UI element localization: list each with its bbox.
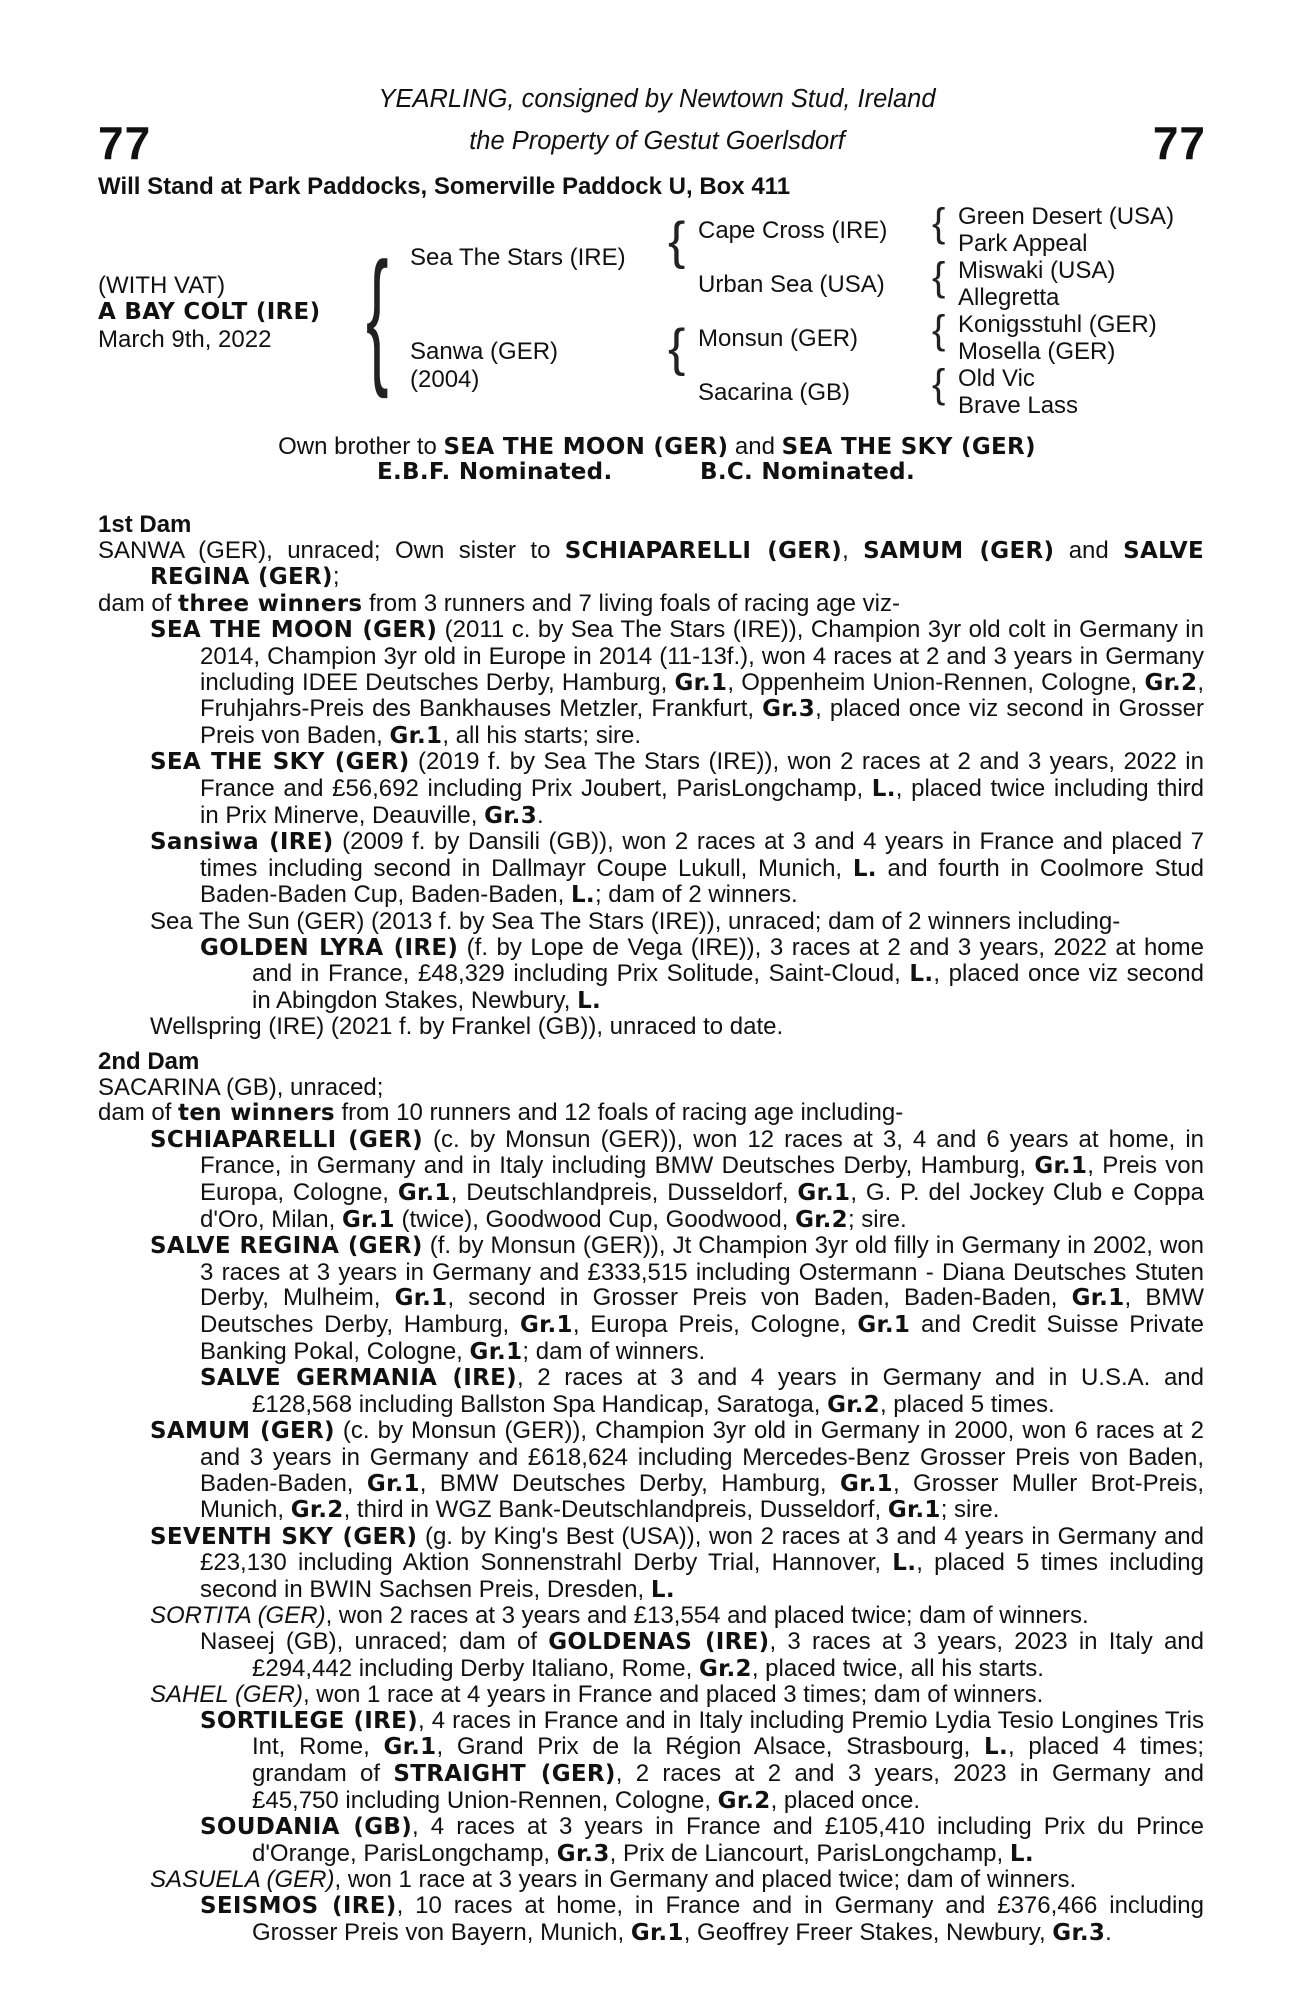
produce-entry-sea-the-sky: SEA THE SKY (GER) (2019 f. by Sea The Stars (IRE)), won 2 races at 2 and 3 years, 2022 in France and £56,692 including Prix Joubert, ParisLongchamp, L., placed twice including third in Prix Minerve, Deauville, Gr.3. bbox=[150, 748, 1204, 829]
pedigree-dsd: Mosella (GER) bbox=[958, 338, 1116, 365]
ebf-nomination: E.B.F. Nominated. bbox=[377, 459, 613, 485]
first-dam-section bbox=[98, 512, 1204, 1040]
pedigree-dam-sire: Monsun (GER) bbox=[698, 325, 859, 352]
bc-nomination: B.C. Nominated. bbox=[700, 459, 915, 485]
produce-entry-sea-the-moon: SEA THE MOON (GER) (2011 c. by Sea The Stars (IRE)), Champion 3yr old colt in Germany in 2014, Champion 3yr old in Europe in 2014 (11-13f.), won 4 races at 2 and 3 years in Germany including IDEE Deutsches Derby, Hamburg, Gr.1, Oppenheim Union-Rennen, Cologne, Gr.2, Fruhjahrs-Preis des Bankhauses Metzler, Frankfurt, Gr.3, placed once viz second in Grosser Preis von Baden, Gr.1, all his starts; sire. bbox=[150, 616, 1204, 749]
pedigree-brace-ss: { bbox=[932, 201, 946, 245]
second-dam-intro: SACARINA (GB), unraced; bbox=[98, 1073, 384, 1101]
own-brother-note: Own brother to SEA THE MOON (GER) and SEA THE SKY (GER) bbox=[278, 433, 1036, 460]
pedigree-sds: Miswaki (USA) bbox=[958, 257, 1116, 284]
pedigree-brace-sd: { bbox=[932, 255, 946, 299]
first-dam-produce-summary: dam of three winners from 3 runners and 7 living foals of racing age viz- bbox=[98, 589, 900, 617]
foaling-date: March 9th, 2022 bbox=[98, 326, 272, 353]
lot-name: A BAY COLT (IRE) bbox=[98, 299, 321, 325]
consignment-line-1: YEARLING, consigned by Newtown Stud, Ireland bbox=[378, 85, 936, 113]
produce-entry-sortilege: SORTILEGE (IRE), 4 races in France and in Italy including Premio Lydia Tesio Longines Tris Int, Rome, Gr.1, Grand Prix de la Région Alsace, Strasbourg, L., placed 4 times; grandam of STRAIGHT (GER), 2 races at 2 and 3 years, 2023 in Germany and £45,750 including Union-Rennen, Cologne, Gr.2, placed once. bbox=[200, 1706, 1205, 1814]
pedigree-dss: Konigsstuhl (GER) bbox=[958, 311, 1157, 338]
first-dam-heading: 1st Dam bbox=[98, 511, 192, 538]
pedigree-ddd: Brave Lass bbox=[958, 392, 1079, 419]
second-dam-section bbox=[98, 1049, 1204, 1946]
second-dam-produce-summary: dam of ten winners from 10 runners and 12 foals of racing age including- bbox=[98, 1099, 904, 1127]
pedigree-sire-dam: Urban Sea (USA) bbox=[698, 271, 885, 298]
first-dam-intro: SANWA (GER), unraced; Own sister to SCHIAPARELLI (GER), SAMUM (GER) and SALVE REGINA (GER); bbox=[98, 536, 1204, 591]
pedigree-brace-dam: { bbox=[668, 319, 686, 377]
vat-note: (WITH VAT) bbox=[98, 272, 226, 299]
pedigree-sire-sire: Cape Cross (IRE) bbox=[698, 217, 888, 244]
produce-entry-sea-the-sun: Sea The Sun (GER) (2013 f. by Sea The Stars (IRE)), unraced; dam of 2 winners including- bbox=[150, 907, 1121, 935]
produce-entry-naseej: Naseej (GB), unraced; dam of GOLDENAS (IRE), 3 races at 3 years, 2023 in Italy and £294,442 including Derby Italiano, Rome, Gr.2, placed twice, all his starts. bbox=[200, 1628, 1205, 1682]
produce-entry-salve-regina: SALVE REGINA (GER) (f. by Monsun (GER)), Jt Champion 3yr old filly in Germany in 2002, won 3 races at 3 years in Germany and £333,515 including Ostermann - Diana Deutsches Stuten Derby, Mulheim, Gr.1, second in Grosser Preis von Baden, Baden-Baden, Gr.1, BMW Deutsches Derby, Hamburg, Gr.1, Europa Preis, Cologne, Gr.1 and Credit Suisse Private Banking Pokal, Cologne, Gr.1; dam of winners. bbox=[150, 1232, 1205, 1365]
pedigree-sss: Green Desert (USA) bbox=[958, 203, 1175, 230]
lot-number-right: 77 bbox=[1152, 117, 1206, 169]
pedigree-ssd: Park Appeal bbox=[958, 230, 1088, 257]
pedigree-sire: Sea The Stars (IRE) bbox=[410, 244, 626, 271]
produce-entry-soudania: SOUDANIA (GB), 4 races at 3 years in France and £105,410 including Prix du Prince d'Orange, ParisLongchamp, Gr.3, Prix de Liancourt, ParisLongchamp, L. bbox=[200, 1813, 1205, 1867]
pedigree-dam-year: (2004) bbox=[410, 366, 480, 393]
pedigree-dam-dam: Sacarina (GB) bbox=[698, 379, 851, 406]
produce-entry-sansiwa: Sansiwa (IRE) (2009 f. by Dansili (GB)), won 2 races at 3 and 4 years in France and placed 7 times including second in Dallmayr Coupe Lukull, Munich, L. and fourth in Coolmore Stud Baden-Baden Cup, Baden-Baden, L.; dam of 2 winners. bbox=[150, 828, 1205, 909]
produce-entry-schiaparelli: SCHIAPARELLI (GER) (c. by Monsun (GER)), won 12 races at 3, 4 and 6 years at home, in France, in Germany and in Italy including BMW Deutsches Derby, Hamburg, Gr.1, Preis von Europa, Cologne, Gr.1, Deutschlandpreis, Dusseldorf, Gr.1, G. P. del Jockey Club e Coppa d'Oro, Milan, Gr.1 (twice), Goodwood Cup, Goodwood, Gr.2; sire. bbox=[150, 1125, 1204, 1233]
pedigree-dds: Old Vic bbox=[958, 365, 1035, 392]
second-dam-heading: 2nd Dam bbox=[98, 1048, 200, 1075]
produce-entry-samum: SAMUM (GER) (c. by Monsun (GER)), Champion 3yr old in Germany in 2000, won 6 races at 2 and 3 years in Germany and £618,624 including Mercedes-Benz Grosser Preis von Baden, Baden-Baden, Gr.1, BMW Deutsches Derby, Hamburg, Gr.1, Grosser Muller Brot-Preis, Munich, Gr.2, third in WGZ Bank-Deutschlandpreis, Dusseldorf, Gr.1; sire. bbox=[150, 1417, 1205, 1524]
lot-number-left: 77 bbox=[98, 117, 152, 169]
produce-entry-golden-lyra: GOLDEN LYRA (IRE) (f. by Lope de Vega (IRE)), 3 races at 2 and 3 years, 2022 at home and in France, £48,329 including Prix Solitude, Saint-Cloud, L., placed once viz second in Abingdon Stakes, Newbury, L. bbox=[200, 933, 1205, 1014]
produce-entry-sortita: SORTITA (GER), won 2 races at 3 years and £13,554 and placed twice; dam of winners. bbox=[150, 1602, 1089, 1630]
pedigree-brace-dd: { bbox=[932, 362, 946, 406]
produce-entry-sahel: SAHEL (GER), won 1 race at 4 years in France and placed 3 times; dam of winners. bbox=[150, 1681, 1044, 1709]
consignment-line-2: the Property of Gestut Goerlsdorf bbox=[469, 127, 845, 155]
pedigree-sdd: Allegretta bbox=[958, 284, 1060, 311]
produce-entry-wellspring: Wellspring (IRE) (2021 f. by Frankel (GB)), unraced to date. bbox=[150, 1013, 784, 1041]
produce-entry-salve-germania: SALVE GERMANIA (IRE), 2 races at 3 and 4 years in Germany and in U.S.A. and £128,568 including Ballston Spa Handicap, Saratoga, Gr.2, placed 5 times. bbox=[200, 1364, 1204, 1418]
stand-info: Will Stand at Park Paddocks, Somerville Paddock U, Box 411 bbox=[98, 173, 791, 200]
produce-entry-seismos: SEISMOS (IRE), 10 races at home, in France and in Germany and £376,466 including Grosser Preis von Bayern, Munich, Gr.1, Geoffrey Freer Stakes, Newbury, Gr.3. bbox=[200, 1892, 1204, 1946]
produce-entry-sasuela: SASUELA (GER), won 1 race at 3 years in Germany and placed twice; dam of winners. bbox=[150, 1866, 1077, 1894]
pedigree-brace-ds: { bbox=[932, 308, 946, 352]
pedigree-dam: Sanwa (GER) bbox=[410, 338, 559, 365]
pedigree-brace-sire: { bbox=[668, 212, 686, 270]
pedigree-brace-main: { bbox=[366, 231, 389, 399]
produce-entry-seventh-sky: SEVENTH SKY (GER) (g. by King's Best (USA)), won 2 races at 3 and 4 years in Germany and £23,130 including Aktion Sonnenstrahl Derby Trial, Hannover, L., placed 5 times including second in BWIN Sachsen Preis, Dresden, L. bbox=[150, 1522, 1204, 1603]
